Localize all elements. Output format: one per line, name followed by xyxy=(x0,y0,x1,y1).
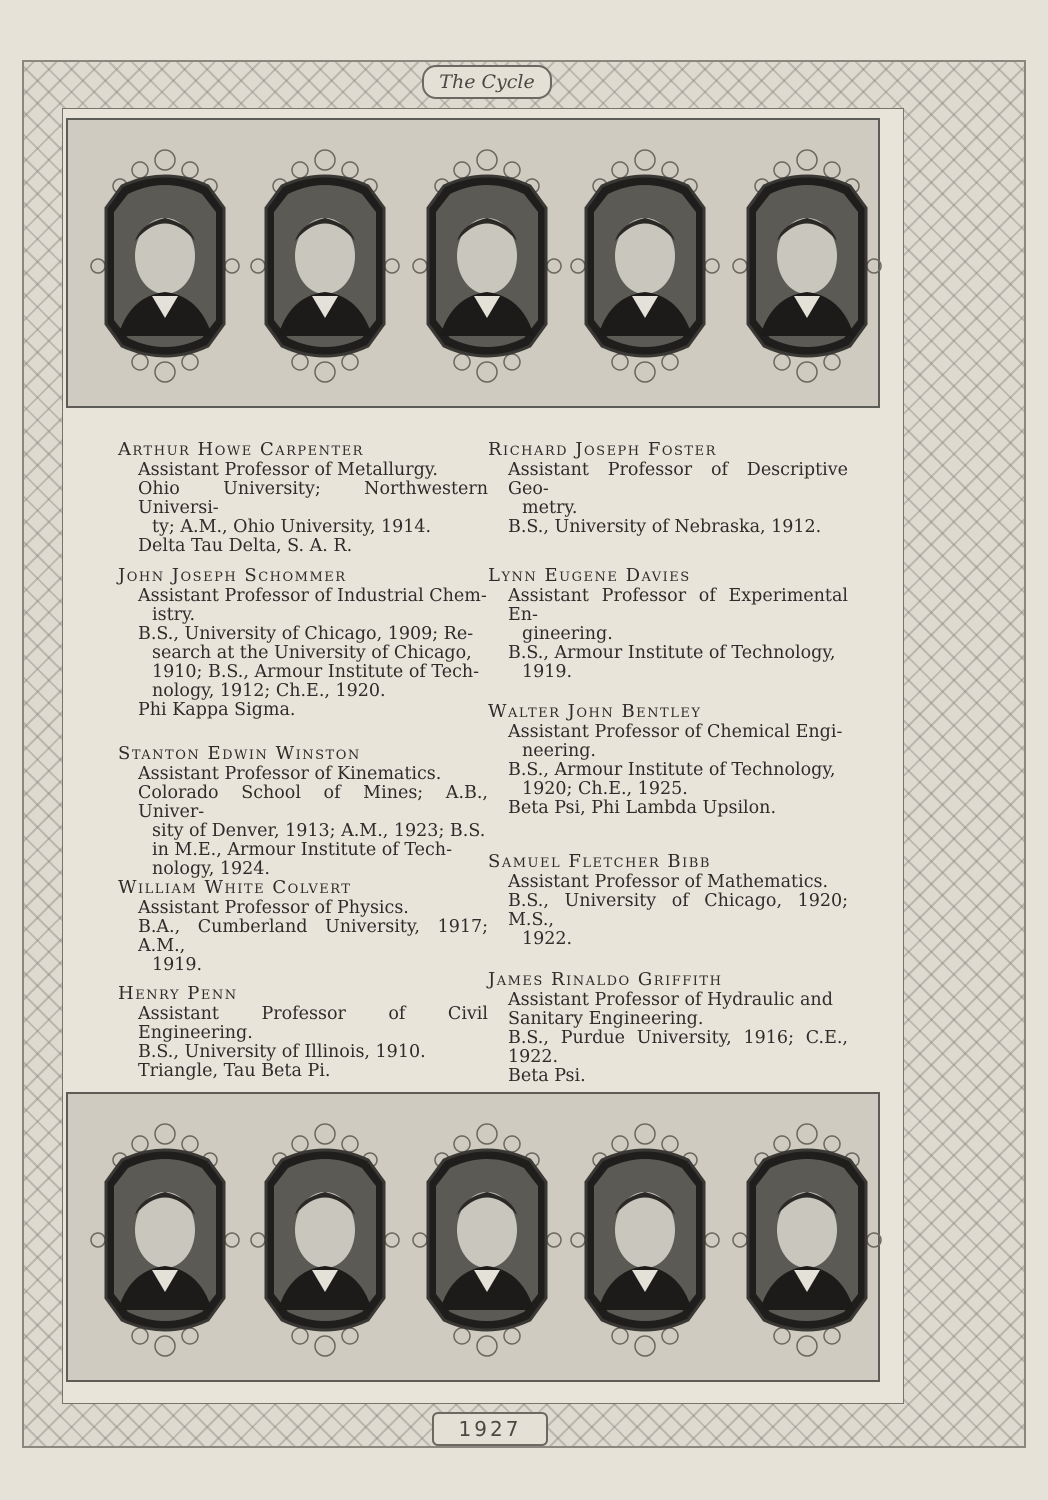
portrait-7 xyxy=(250,1120,400,1360)
faculty-detail-line: nology, 1912; Ch.E., 1920. xyxy=(152,681,386,701)
faculty-entry xyxy=(488,440,848,537)
faculty-name: Walter John Bentley xyxy=(488,701,702,722)
faculty-detail-line: Ohio University; Northwestern Universi- xyxy=(138,479,488,518)
faculty-detail-line: Phi Kappa Sigma. xyxy=(138,700,296,720)
faculty-detail-line: Assistant Professor of Industrial Chem- xyxy=(138,586,487,606)
faculty-name: Samuel Fletcher Bibb xyxy=(488,851,711,872)
faculty-detail-line: B.S., Purdue University, 1916; C.E., 1922. xyxy=(508,1028,848,1067)
portrait-8 xyxy=(412,1120,562,1360)
faculty-name: William White Colvert xyxy=(118,877,352,898)
portrait-1 xyxy=(90,146,240,386)
faculty-detail-line: 1919. xyxy=(152,955,203,975)
faculty-detail-line: Assistant Professor of Descriptive Geo- xyxy=(508,460,848,499)
faculty-name: Richard Joseph Foster xyxy=(488,439,717,460)
faculty-detail-line: 1922. xyxy=(522,929,573,949)
faculty-detail-line: B.S., University of Chicago, 1920; M.S., xyxy=(508,891,848,930)
portrait-row-top xyxy=(66,118,880,408)
portrait-4 xyxy=(570,146,720,386)
faculty-entry xyxy=(118,878,488,975)
faculty-detail-line: Assistant Professor of Physics. xyxy=(138,898,409,918)
portrait-row-bottom xyxy=(66,1092,880,1382)
faculty-detail-line: nology, 1924. xyxy=(152,859,270,879)
faculty-detail-line: search at the University of Chicago, xyxy=(152,643,472,663)
faculty-entry xyxy=(488,852,848,949)
faculty-name: Lynn Eugene Davies xyxy=(488,565,691,586)
faculty-detail-line: 1910; B.S., Armour Institute of Tech- xyxy=(152,662,480,682)
faculty-detail-line: Beta Psi, Phi Lambda Upsilon. xyxy=(508,798,777,818)
faculty-detail-line: Triangle, Tau Beta Pi. xyxy=(138,1061,331,1081)
footer-year: 1927 xyxy=(432,1412,548,1446)
faculty-entry xyxy=(488,970,848,1086)
faculty-entry xyxy=(118,440,488,556)
faculty-name: Arthur Howe Carpenter xyxy=(118,439,364,460)
faculty-entry xyxy=(118,984,488,1081)
portrait-10 xyxy=(732,1120,882,1360)
faculty-name: John Joseph Schommer xyxy=(118,565,347,586)
header-title: The Cycle xyxy=(422,65,552,99)
faculty-detail-line: Assistant Professor of Metallurgy. xyxy=(138,460,438,480)
faculty-detail-line: Assistant Professor of Experimental En- xyxy=(508,586,848,625)
faculty-name: James Rinaldo Griffith xyxy=(488,969,723,990)
portrait-3 xyxy=(412,146,562,386)
faculty-entry xyxy=(118,566,488,720)
faculty-detail-line: Colorado School of Mines; A.B., Univer- xyxy=(138,783,488,822)
faculty-detail-line: Assistant Professor of Mathematics. xyxy=(508,872,829,892)
faculty-detail-line: istry. xyxy=(152,605,196,625)
faculty-detail-line: metry. xyxy=(522,498,578,518)
faculty-detail-line: ty; A.M., Ohio University, 1914. xyxy=(152,517,432,537)
faculty-detail-line: neering. xyxy=(522,741,596,761)
faculty-detail-line: B.S., University of Chicago, 1909; Re- xyxy=(138,624,474,644)
faculty-detail-line: B.A., Cumberland University, 1917; A.M., xyxy=(138,917,488,956)
faculty-detail-line: Assistant Professor of Kinematics. xyxy=(138,764,442,784)
faculty-detail-line: in M.E., Armour Institute of Tech- xyxy=(152,840,452,860)
faculty-detail-line: Beta Psi. xyxy=(508,1066,586,1086)
portrait-6 xyxy=(90,1120,240,1360)
faculty-detail-line: Delta Tau Delta, S. A. R. xyxy=(138,536,353,556)
faculty-entry xyxy=(488,566,848,682)
faculty-name: Henry Penn xyxy=(118,983,238,1004)
faculty-detail-line: gineering. xyxy=(522,624,613,644)
faculty-name: Stanton Edwin Winston xyxy=(118,743,361,764)
faculty-detail-line: Assistant Professor of Hydraulic and xyxy=(508,990,833,1010)
faculty-detail-line: Sanitary Engineering. xyxy=(508,1009,704,1029)
faculty-detail-line: 1920; Ch.E., 1925. xyxy=(522,779,688,799)
faculty-detail-line: B.S., Armour Institute of Technology, xyxy=(508,643,836,663)
faculty-detail-line: B.S., Armour Institute of Technology, xyxy=(508,760,836,780)
faculty-detail-line: B.S., University of Nebraska, 1912. xyxy=(508,517,822,537)
faculty-detail-line: Assistant Professor of Chemical Engi- xyxy=(508,722,843,742)
faculty-entry xyxy=(488,702,848,818)
faculty-detail-line: Assistant Professor of Civil Engineering. xyxy=(138,1004,488,1043)
portrait-2 xyxy=(250,146,400,386)
faculty-detail-line: sity of Denver, 1913; A.M., 1923; B.S. xyxy=(152,821,486,841)
portrait-9 xyxy=(570,1120,720,1360)
faculty-detail-line: 1919. xyxy=(522,662,573,682)
faculty-entry xyxy=(118,744,488,879)
portrait-5 xyxy=(732,146,882,386)
faculty-detail-line: B.S., University of Illinois, 1910. xyxy=(138,1042,426,1062)
